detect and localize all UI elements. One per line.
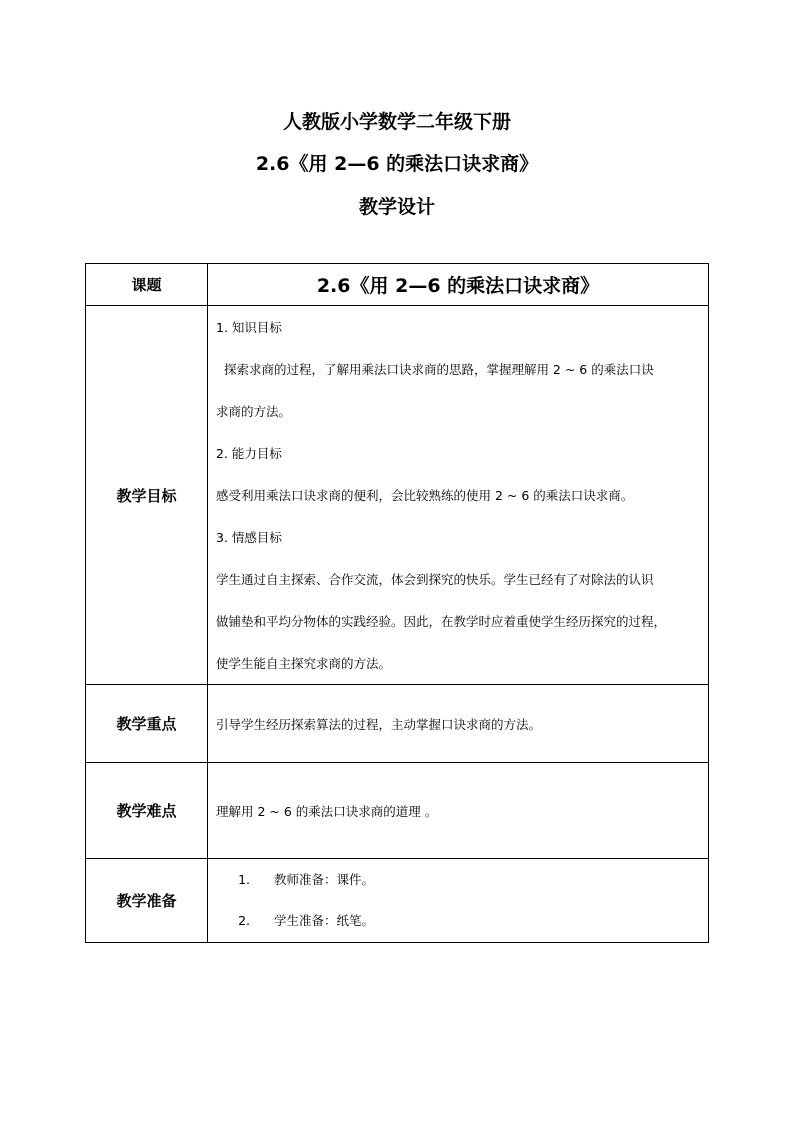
objective-line: 做铺垫和平均分物体的实践经验。因此，在教学时应着重使学生经历探究的过程， bbox=[216, 614, 667, 629]
objective-line: 学生通过自主探索、合作交流，体会到探究的快乐。学生已经有了对除法的认识 bbox=[216, 572, 654, 587]
key-points-label: 教学重点 bbox=[86, 685, 208, 763]
objectives-content bbox=[208, 306, 709, 685]
topic-value: 2.6《用 2—6 的乘法口诀求商》 bbox=[208, 264, 709, 306]
list-number: 1. bbox=[238, 872, 250, 887]
objective-line: 探索求商的过程，了解用乘法口诀求商的思路，掌握理解用 2 ~ 6 的乘法口诀 bbox=[216, 362, 654, 377]
objective-line: 1. 知识目标 bbox=[216, 320, 282, 335]
key-points-row bbox=[86, 685, 709, 763]
objective-line: 求商的方法。 bbox=[216, 404, 292, 419]
objective-line: 3. 情感目标 bbox=[216, 530, 282, 545]
objectives-label: 教学目标 bbox=[86, 306, 208, 685]
list-number: 2. bbox=[238, 913, 250, 928]
preparation-row bbox=[86, 859, 709, 943]
objective-line: 使学生能自主探究求商的方法。 bbox=[216, 656, 392, 671]
doc-title: 人教版小学数学二年级下册 bbox=[282, 111, 511, 133]
difficulties-label: 教学难点 bbox=[86, 763, 208, 859]
objectives-row bbox=[86, 306, 709, 685]
preparation-content bbox=[208, 859, 709, 943]
topic-label: 课题 bbox=[86, 264, 208, 306]
lesson-table bbox=[85, 263, 709, 943]
preparation-item bbox=[216, 914, 704, 928]
doc-heading: 教学设计 bbox=[358, 196, 435, 218]
difficulties-value: 理解用 2 ~ 6 的乘法口诀求商的道理 。 bbox=[208, 763, 709, 859]
key-points-value: 引导学生经历探索算法的过程，主动掌握口诀求商的方法。 bbox=[208, 685, 709, 763]
list-text: 学生准备：纸笔。 bbox=[274, 913, 375, 928]
preparation-label: 教学准备 bbox=[86, 859, 208, 943]
topic-row bbox=[86, 264, 709, 306]
list-text: 教师准备：课件。 bbox=[274, 872, 375, 887]
preparation-item bbox=[216, 873, 704, 887]
doc-subtitle: 2.6《用 2—6 的乘法口诀求商》 bbox=[255, 153, 539, 175]
objective-line: 2. 能力目标 bbox=[216, 446, 282, 461]
objective-line: 感受利用乘法口诀求商的便利，会比较熟练的使用 2 ~ 6 的乘法口诀求商。 bbox=[216, 488, 634, 503]
difficulties-row bbox=[86, 763, 709, 859]
